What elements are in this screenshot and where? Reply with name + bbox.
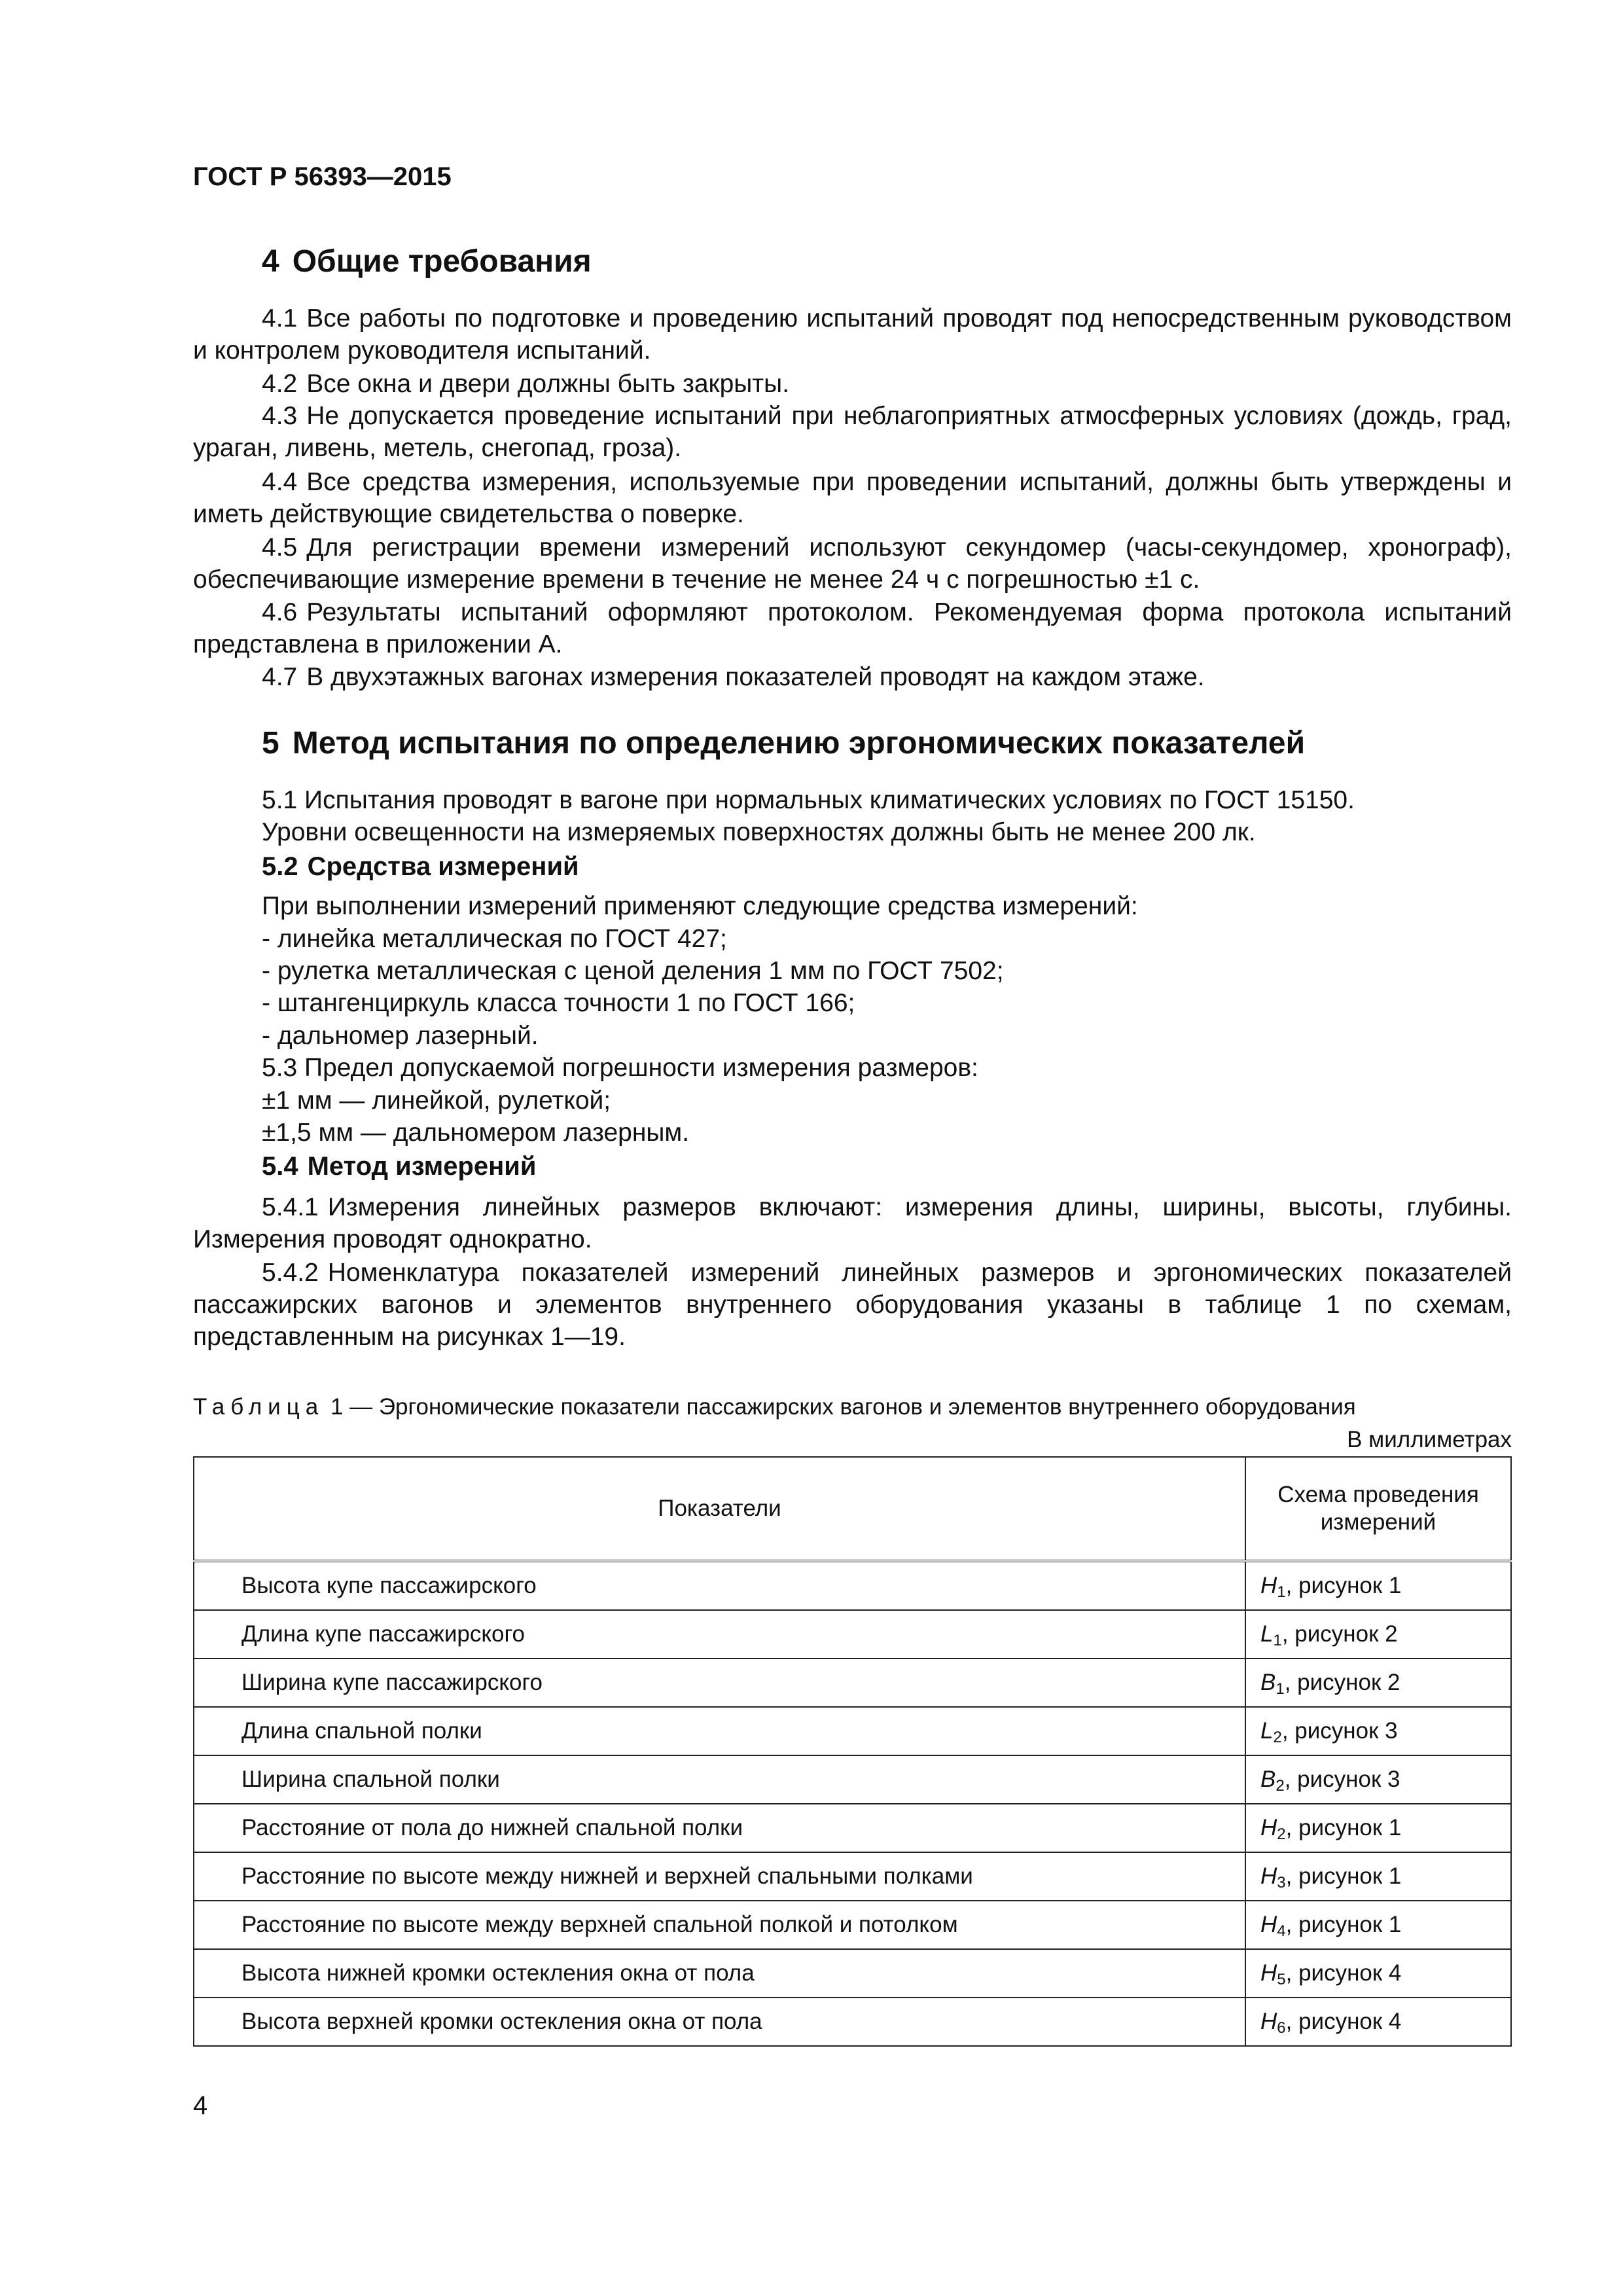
indicator-cell: Ширина спальной полки — [194, 1755, 1245, 1804]
scheme-cell — [1245, 1901, 1511, 1949]
figure-reference: , рисунок 3 — [1284, 1767, 1400, 1792]
clause-number: 5.4.2 — [262, 1259, 319, 1287]
clause-text: Все средства измерения, используемые при проведении испытаний, должны быть утверждены и иметь действующие свидетельства о поверке. — [193, 468, 1512, 528]
clause-text: В двухэтажных вагонах измерения показателей проводят на каждом этаже. — [306, 663, 1205, 691]
table-units: В миллиметрах — [1347, 1427, 1512, 1452]
table-row — [194, 1707, 1511, 1755]
scheme-cell — [1245, 1852, 1511, 1901]
list-item: - рулетка металлическая с ценой деления 1 мм по ГОСТ 7502; — [262, 957, 1004, 985]
figure-reference: , рисунок 1 — [1285, 1912, 1402, 1937]
dimension-index: 1 — [1277, 1583, 1286, 1601]
paragraph-5-1-line-1: 5.1 Испытания проводят в вагоне при нормальных климатических условиях по ГОСТ 15150. — [262, 786, 1355, 814]
dimension-index: 6 — [1277, 2019, 1286, 2037]
table-row — [194, 1949, 1511, 1998]
scheme-cell — [1245, 1659, 1511, 1707]
table-row — [194, 1901, 1511, 1949]
section-5-title — [262, 725, 1305, 761]
scheme-cell — [1245, 1707, 1511, 1755]
table-row — [194, 1755, 1511, 1804]
dimension-index: 1 — [1273, 1632, 1282, 1649]
table-header-row — [194, 1457, 1511, 1561]
section-title-text: Метод испытания по определению эргономических показателей — [292, 726, 1306, 761]
clause-number: 5.2 — [262, 852, 298, 881]
indicator-cell: Высота верхней кромки остекления окна от пола — [194, 1998, 1245, 2046]
dimension-index: 5 — [1277, 1971, 1286, 1988]
paragraph-4-7 — [193, 661, 1512, 693]
dimension-symbol: H — [1260, 1573, 1277, 1598]
clause-text: Измерения линейных размеров включают: измерения длины, ширины, высоты, глубины. Измерения проводят однократно. — [193, 1193, 1512, 1253]
section-title-text: Общие требования — [292, 244, 592, 279]
clause-text: Все работы по подготовке и проведению испытаний проводят под непосредственным руководством и контролем руководителя испытаний. — [193, 304, 1512, 365]
dimension-symbol: L — [1260, 1621, 1274, 1647]
table-row — [194, 1852, 1511, 1901]
paragraph-5-3: 5.3 Предел допускаемой погрешности измерения размеров: — [262, 1054, 978, 1082]
scheme-cell — [1245, 1561, 1511, 1610]
list-item: - штангенциркуль класса точности 1 по ГОСТ 166; — [262, 989, 855, 1017]
paragraph-4-6 — [193, 596, 1512, 660]
paragraph-5-4-1 — [193, 1191, 1512, 1255]
section-4-title — [262, 243, 592, 279]
dimension-index: 2 — [1275, 1777, 1285, 1795]
subsection-title-text: Метод измерений — [307, 1152, 537, 1181]
dimension-index: 2 — [1277, 1825, 1286, 1843]
dimension-symbol: H — [1260, 1815, 1277, 1840]
table-row — [194, 1561, 1511, 1610]
ergonomic-indicators-table — [193, 1456, 1512, 2047]
list-item: ±1 мм — линейкой, рулеткой; — [262, 1086, 611, 1115]
column-header-scheme-text: Схема проведения измерений — [1277, 1482, 1479, 1535]
column-header-scheme — [1245, 1457, 1511, 1561]
paragraph-4-4 — [193, 466, 1512, 530]
list-item: - дальномер лазерный. — [262, 1022, 539, 1050]
figure-reference: , рисунок 2 — [1284, 1670, 1400, 1695]
list-item: - линейка металлическая по ГОСТ 427; — [262, 925, 727, 953]
table-row — [194, 1998, 1511, 2046]
paragraph-4-3 — [193, 400, 1512, 464]
figure-reference: , рисунок 1 — [1285, 1573, 1402, 1598]
scheme-cell — [1245, 1610, 1511, 1659]
document-header: ГОСТ Р 56393—2015 — [193, 162, 452, 191]
section-number: 5 — [262, 726, 279, 761]
table-row — [194, 1610, 1511, 1659]
table-row — [194, 1804, 1511, 1852]
dimension-symbol: B — [1260, 1670, 1276, 1695]
clause-number: 4.3 — [262, 402, 298, 430]
dimension-symbol: H — [1260, 1912, 1277, 1937]
indicator-cell: Ширина купе пассажирского — [194, 1659, 1245, 1707]
scheme-cell — [1245, 1949, 1511, 1998]
subsection-5-2-title — [262, 852, 579, 882]
dimension-symbol: L — [1260, 1718, 1274, 1744]
indicator-cell: Длина купе пассажирского — [194, 1610, 1245, 1659]
dimension-index: 4 — [1277, 1922, 1286, 1940]
clause-number: 4.1 — [262, 304, 298, 332]
clause-text: Не допускается проведение испытаний при неблагоприятных атмосферных условиях (дождь, град, ураган, ливень, метель, снегопад, гроза). — [193, 402, 1512, 462]
clause-number: 5.4 — [262, 1152, 298, 1181]
scheme-cell — [1245, 1804, 1511, 1852]
dimension-symbol: H — [1260, 1960, 1277, 1986]
clause-number: 4.7 — [262, 663, 298, 691]
paragraph-5-2-intro: При выполнении измерений применяют следующие средства измерений: — [262, 892, 1138, 920]
figure-reference: , рисунок 1 — [1285, 1815, 1402, 1840]
figure-reference: , рисунок 4 — [1285, 1960, 1402, 1986]
clause-number: 4.6 — [262, 598, 298, 626]
indicator-cell: Длина спальной полки — [194, 1707, 1245, 1755]
subsection-5-4-title — [262, 1152, 536, 1181]
subsection-title-text: Средства измерений — [307, 852, 579, 881]
table-caption-text: 1 — Эргономические показатели пассажирских вагонов и элементов внутреннего оборудования — [330, 1394, 1356, 1420]
indicator-cell: Расстояние по высоте между нижней и верхней спальными полками — [194, 1852, 1245, 1901]
paragraph-5-1-line-2: Уровни освещенности на измеряемых поверхностях должны быть не менее 200 лк. — [262, 818, 1256, 846]
clause-text: Все окна и двери должны быть закрыты. — [306, 370, 790, 398]
figure-reference: , рисунок 2 — [1281, 1621, 1398, 1647]
clause-text: Для регистрации времени измерений используют секундомер (часы-секундомер, хронограф), обеспечивающие измерение времени в течение не менее 24 ч с погрешностью ±1 с. — [193, 533, 1512, 594]
paragraph-4-1 — [193, 302, 1512, 367]
dimension-symbol: H — [1260, 2009, 1277, 2034]
paragraph-4-2 — [193, 368, 1512, 400]
dimension-index: 3 — [1277, 1874, 1286, 1892]
scheme-cell — [1245, 1755, 1511, 1804]
dimension-index: 2 — [1273, 1729, 1282, 1746]
clause-number: 5.4.1 — [262, 1193, 319, 1221]
indicator-cell: Расстояние по высоте между верхней спальной полкой и потолком — [194, 1901, 1245, 1949]
paragraph-4-5 — [193, 531, 1512, 596]
figure-reference: , рисунок 4 — [1285, 2009, 1402, 2034]
table-caption — [193, 1394, 1356, 1420]
clause-text: Номенклатура показателей измерений линейных размеров и эргономических показателей пассажирских вагонов и элементов внутреннего оборудования указаны в таблице 1 по схемам, представленным на рисунках 1—19. — [193, 1259, 1512, 1351]
paragraph-5-4-2 — [193, 1257, 1512, 1353]
column-header-indicators: Показатели — [194, 1457, 1245, 1561]
clause-text: Результаты испытаний оформляют протоколом. Рекомендуемая форма протокола испытаний представлена в приложении А. — [193, 598, 1512, 658]
indicator-cell: Высота купе пассажирского — [194, 1561, 1245, 1610]
clause-number: 4.5 — [262, 533, 298, 562]
table-row — [194, 1659, 1511, 1707]
figure-reference: , рисунок 3 — [1281, 1718, 1398, 1744]
scheme-cell — [1245, 1998, 1511, 2046]
dimension-symbol: B — [1260, 1767, 1276, 1792]
clause-number: 4.4 — [262, 468, 298, 496]
page-number: 4 — [193, 2091, 208, 2120]
section-number: 4 — [262, 244, 279, 279]
indicator-cell: Высота нижней кромки остекления окна от пола — [194, 1949, 1245, 1998]
list-item: ±1,5 мм — дальномером лазерным. — [262, 1119, 690, 1147]
figure-reference: , рисунок 1 — [1285, 1863, 1402, 1889]
dimension-index: 1 — [1275, 1680, 1285, 1698]
indicator-cell: Расстояние от пола до нижней спальной полки — [194, 1804, 1245, 1852]
clause-number: 4.2 — [262, 370, 298, 398]
table-caption-label: Таблица — [193, 1394, 325, 1420]
dimension-symbol: H — [1260, 1863, 1277, 1889]
